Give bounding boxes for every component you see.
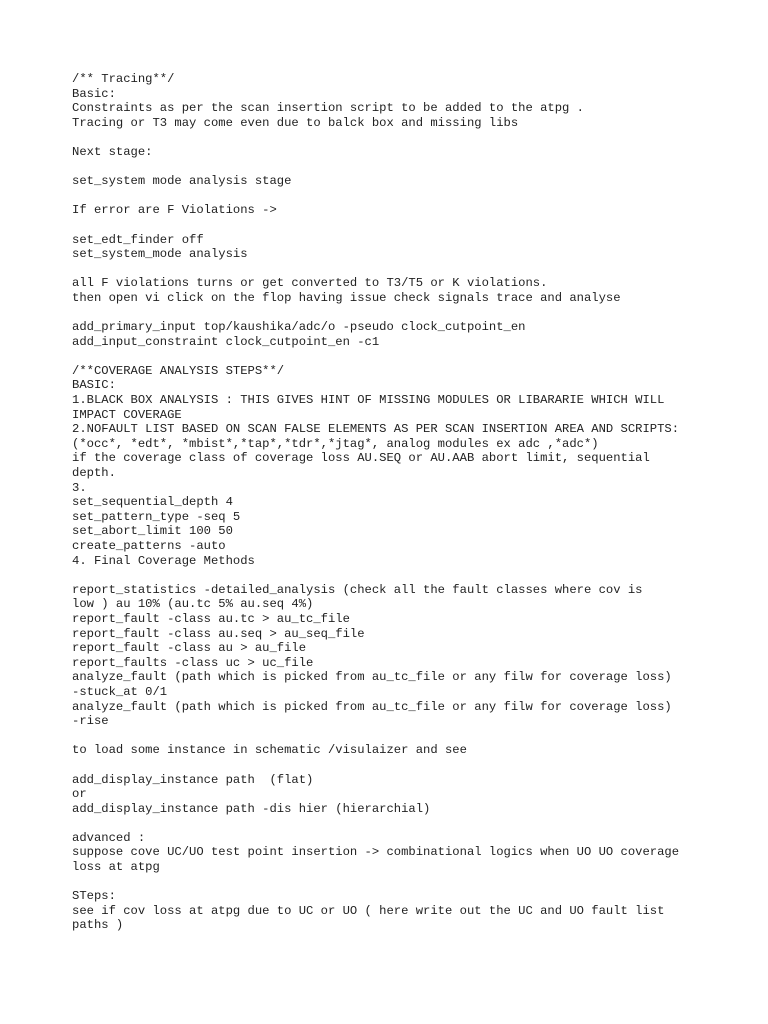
text-line: /**COVERAGE ANALYSIS STEPS**/ [72,363,285,378]
blank-line [72,758,732,773]
text-line: report_fault -class au.tc > au_tc_file [72,611,350,626]
text-line: loss at atpg [72,860,160,875]
blank-line [72,729,732,744]
text-line: paths ) [72,918,124,933]
blank-line [72,189,732,204]
text-line: then open vi click on the flop having issue check signals trace and analyse [72,290,621,305]
text-line: set_pattern_type -seq 5 [72,509,241,524]
text-line: set_sequential_depth 4 [72,495,233,510]
text-line: set_system_mode analysis [72,247,248,262]
blank-line [72,306,732,321]
text-line: add_display_instance path (flat) [72,772,314,787]
text-line: report_faults -class uc > uc_file [72,655,314,670]
text-line: 3. [72,480,87,495]
text-line: add_input_constraint clock_cutpoint_en -c1 [72,334,380,349]
document-body [72,72,732,933]
text-line: Tracing or T3 may come even due to balck box and missing libs [72,115,519,130]
text-line: low ) au 10% (au.tc 5% au.seq 4%) [72,597,314,612]
blank-line [72,816,732,831]
text-line: create_patterns -auto [72,539,226,553]
text-line: 4. Final Coverage Methods [72,553,255,568]
text-line: analyze_fault (path which is picked from au_tc_file or any filw for coverage loss) [72,670,672,685]
blank-line [72,130,732,145]
text-line: report_statistics -detailed_analysis (check all the fault classes where cov is [72,582,643,597]
text-line: report_fault -class au.seq > au_seq_file [72,626,365,641]
text-line: 1.BLACK BOX ANALYSIS : THIS GIVES HINT OF MISSING MODULES OR LIBARARIE WHICH WILL [72,393,665,408]
text-line: analyze_fault (path which is picked from au_tc_file or any filw for coverage loss) [72,699,672,714]
text-line: IMPACT COVERAGE [72,407,182,422]
text-line: suppose cove UC/UO test point insertion -> combinational logics when UO UO coverage [72,845,680,860]
text-line: If error are F Violations -> [72,203,277,218]
text-line: /** Tracing**/ [72,72,175,86]
text-line: to load some instance in schematic /visulaizer and see [72,743,467,758]
text-line: STeps: [72,889,116,904]
text-line: depth. [72,466,116,481]
text-line: -rise [72,714,109,729]
text-line: BASIC: [72,378,116,393]
text-line: see if cov loss at atpg due to UC or UO ( here write out the UC and UO fault list [72,903,665,918]
text-line: add_primary_input top/kaushika/adc/o -pseudo clock_cutpoint_en [72,320,526,335]
text-line: report_fault -class au > au_file [72,641,307,656]
text-line: advanced : [72,830,146,845]
text-line: all F violations turns or get converted to T3/T5 or K violations. [72,276,548,291]
text-line: Next stage: [72,144,153,159]
text-line: set_abort_limit 100 50 [72,524,233,539]
blank-line [72,875,732,890]
text-line: set_system mode analysis stage [72,174,292,189]
blank-line [72,568,732,583]
text-line: add_display_instance path -dis hier (hierarchial) [72,801,431,816]
blank-line [72,218,732,233]
blank-line [72,262,732,277]
blank-line [72,349,732,364]
blank-line [72,160,732,175]
text-line: or [72,787,87,802]
text-line: Constraints as per the scan insertion script to be added to the atpg . [72,101,584,116]
text-line: Basic: [72,86,116,101]
text-line: if the coverage class of coverage loss AU.SEQ or AU.AAB abort limit, sequential [72,451,650,466]
text-line: (*occ*, *edt*, *mbist*,*tap*,*tdr*,*jtag*, analog modules ex adc ,*adc*) [72,436,599,451]
text-line: 2.NOFAULT LIST BASED ON SCAN FALSE ELEMENTS AS PER SCAN INSERTION AREA AND SCRIPTS: [72,422,680,437]
text-line: set_edt_finder off [72,232,204,247]
text-line: -stuck_at 0/1 [72,684,168,699]
